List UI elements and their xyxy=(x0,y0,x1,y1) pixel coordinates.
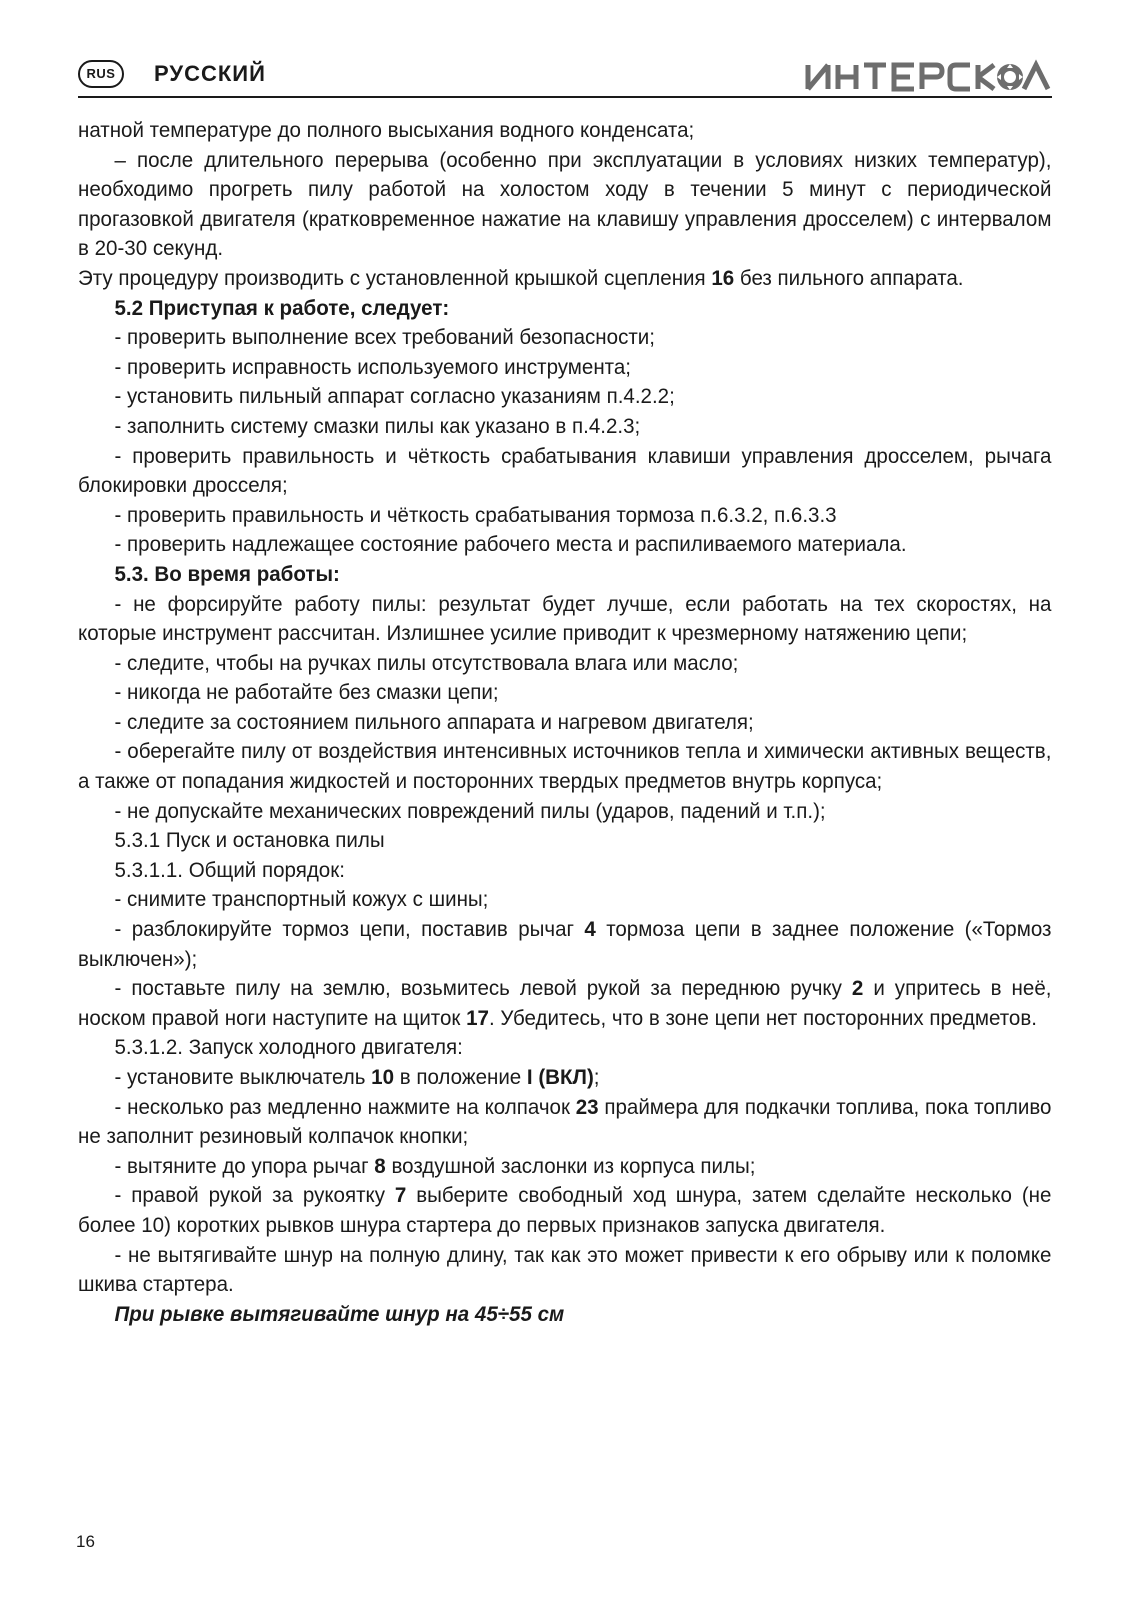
ref-number: 16 xyxy=(711,265,735,290)
ref-number: 7 xyxy=(394,1183,407,1208)
list-item: - следите за состоянием пильного аппарата и нагревом двигателя; xyxy=(114,709,754,734)
header-rule xyxy=(78,96,1052,98)
emphasis-note: При рывке вытягивайте шнур на 45÷55 см xyxy=(114,1301,565,1326)
section-heading: 5.3. Во время работы: xyxy=(114,561,340,586)
list-item: - поставьте пилу на землю, возьмитесь левой рукой за переднюю ручку 2 и упритесь в неё, носком правой ноги наступите на щиток 17. Убедитесь, что в зоне цепи нет посторонних предметов. xyxy=(78,976,1052,1030)
list-item: - проверить правильность и чёткость срабатывания тормоза п.6.3.2, п.6.3.3 xyxy=(114,502,837,527)
list-item: - несколько раз медленно нажмите на колпачок 23 праймера для подкачки топлива, пока топливо не заполнит резиновый колпачок кнопки; xyxy=(78,1094,1052,1149)
list-item: - не форсируйте работу пилы: результат будет лучше, если работать на тех скоростях, на которые инструмент рассчитан. Излишнее усилие приводит к чрезмерному натяжению цепи; xyxy=(78,591,1052,646)
list-item: - установить пильный аппарат согласно указаниям п.4.2.2; xyxy=(114,384,675,409)
ref-number: 10 xyxy=(371,1065,395,1089)
subsection-title: 5.3.1 Пуск и остановка пилы xyxy=(114,828,385,853)
ref-number: 2 xyxy=(851,976,864,1001)
ref-number: 4 xyxy=(584,917,596,942)
list-item: - проверить исправность используемого инструмента; xyxy=(114,354,631,379)
ref-number: 8 xyxy=(374,1153,386,1178)
list-item: - заполнить систему смазки пилы как указано в п.4.2.3; xyxy=(114,413,641,438)
subsection-title: 5.3.1.1. Общий порядок: xyxy=(114,857,345,882)
paragraph: натной температуре до полного высыхания водного конденсата; xyxy=(78,118,695,142)
list-item: - установите выключатель 10 в положение I (ВКЛ); xyxy=(114,1065,600,1089)
switch-position: I (ВКЛ) xyxy=(526,1065,594,1089)
list-item: - вытяните до упора рычаг 8 воздушной заслонки из корпуса пилы; xyxy=(114,1153,756,1178)
page-body xyxy=(78,116,1051,1329)
ref-number: 23 xyxy=(575,1094,599,1119)
list-item: - следите, чтобы на ручках пилы отсутствовала влага или масло; xyxy=(114,650,739,675)
list-item: - разблокируйте тормоз цепи, поставив рычаг 4 тормоза цепи в заднее положение («Тормоз выключен»); xyxy=(78,917,1052,971)
paragraph: – после длительного перерыва (особенно при эксплуатации в условиях низких температур), необходимо прогреть пилу работой на холостом ходу в течении 5 минут с периодической прогазовкой двигателя (кратковременное нажатие на клавишу управления дросселем) с интервалом в 20-30 секунд. xyxy=(78,147,1052,261)
list-item: - не допускайте механических повреждений пилы (ударов, падений и т.п.); xyxy=(114,798,826,823)
page-header xyxy=(78,56,1052,96)
svg-text:ИНТЕРСКОЛ: ИНТЕРСКОЛ xyxy=(927,79,934,80)
list-item: - никогда не работайте без смазки цепи; xyxy=(114,680,499,705)
ref-number: 17 xyxy=(466,1005,489,1030)
brand-logo xyxy=(802,59,1052,93)
list-item: - не вытягивайте шнур на полную длину, так как это может привести к его обрыву или к поломке шкива стартера. xyxy=(78,1242,1052,1297)
section-heading: 5.2 Приступая к работе, следует: xyxy=(114,295,450,320)
list-item: - оберегайте пилу от воздействия интенсивных источников тепла и химически активных веществ, а также от попадания жидкостей и посторонних твердых предметов внутрь корпуса; xyxy=(78,739,1052,794)
list-item: - проверить выполнение всех требований безопасности; xyxy=(114,325,655,350)
page-number: 16 xyxy=(76,1532,95,1551)
list-item: - проверить правильность и чёткость срабатывания клавиши управления дросселем, рычага блокировки дросселя; xyxy=(78,443,1052,498)
paragraph: Эту процедуру производить с установленной крышкой сцепления 16 без пильного аппарата. xyxy=(78,265,964,290)
list-item: - правой рукой за рукоятку 7 выберите свободный ход шнура, затем сделайте несколько (не более 10) коротких рывков шнура стартера до первых признаков запуска двигателя. xyxy=(78,1183,1052,1237)
list-item: - снимите транспортный кожух с шины; xyxy=(114,887,489,912)
language-title: РУССКИЙ xyxy=(154,61,266,86)
list-item: - проверить надлежащее состояние рабочего места и распиливаемого материала. xyxy=(114,532,907,557)
subsection-title: 5.3.1.2. Запуск холодного двигателя: xyxy=(114,1035,463,1060)
language-badge: RUS xyxy=(78,60,124,88)
